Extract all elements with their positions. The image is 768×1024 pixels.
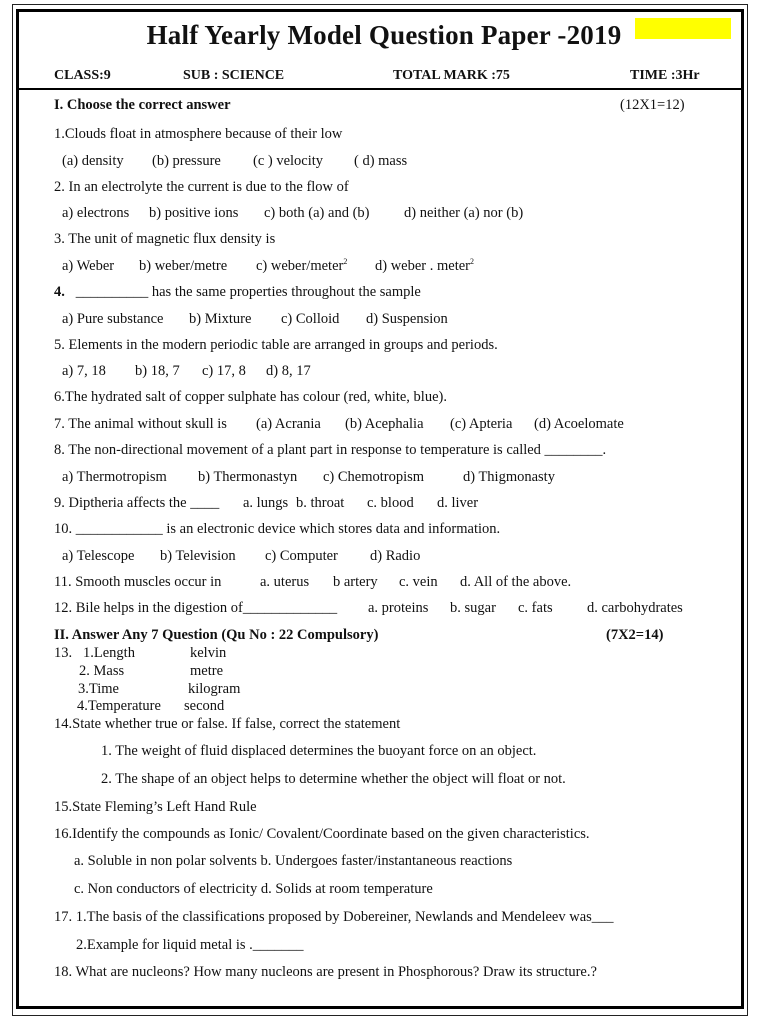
question-3: 3. The unit of magnetic flux density is	[54, 231, 276, 247]
option-a: a) Weber	[62, 258, 115, 274]
question-7: 7. The animal without skull is (a) Acrania (b) Acephalia (c) Apteria (d) Acoelomate	[54, 416, 624, 432]
option-d: (d) Acoelomate	[534, 416, 624, 432]
option-d: d. All of the above.	[460, 574, 572, 590]
section-2-heading: II. Answer Any 7 Question (Qu No : 22 Compulsory)	[54, 627, 379, 643]
option-a: a) Thermotropism	[62, 469, 167, 485]
option-d: d. liver	[437, 495, 479, 511]
option-a: a. lungs	[243, 495, 289, 511]
option-d: d) neither (a) nor (b)	[404, 205, 524, 221]
question-1: 1.Clouds float in atmosphere because of their low	[54, 126, 343, 142]
option-b: (b) Acephalia	[345, 416, 424, 432]
option-b: b. sugar	[450, 600, 496, 616]
option-c: c) Colloid	[281, 311, 340, 327]
section-1-heading: I. Choose the correct answer	[54, 97, 231, 113]
match-left-3: 3.Time	[78, 681, 119, 697]
option-c: c) 17, 8	[202, 363, 246, 379]
option-b: b) Television	[160, 548, 236, 564]
option-d: d) Thigmonasty	[463, 469, 555, 485]
option-b: b. throat	[296, 495, 345, 511]
option-c: (c) Apteria	[450, 416, 513, 432]
option-c: c) Chemotropism	[323, 469, 425, 485]
match-right-3: kilogram	[188, 681, 241, 697]
question-9: 9. Diptheria affects the ____ a. lungs b. throat c. blood d. liver	[54, 495, 479, 511]
class-label: CLASS:9	[54, 68, 111, 83]
header-divider	[18, 88, 742, 90]
match-right-1: kelvin	[190, 645, 227, 661]
option-c: c. blood	[367, 495, 414, 511]
option-d: d) weber . meter$^2$	[375, 257, 475, 274]
option-c: (c ) velocity	[253, 153, 324, 169]
question-17-line-1: 17. 1.The basis of the classifications proposed by Dobereiner, Newlands and Mendeleev was___	[54, 909, 614, 925]
option-b: b) Mixture	[189, 311, 252, 327]
options-2	[62, 205, 523, 222]
match-left-1: 1.Length	[83, 645, 135, 661]
question-13-number: 13.	[54, 645, 73, 661]
options-3	[62, 258, 474, 275]
option-a: a) 7, 18	[62, 363, 106, 379]
section-1-marks: (12X1=12)	[620, 97, 685, 113]
option-a: a) Pure substance	[62, 311, 164, 327]
question-15: 15.State Fleming’s Left Hand Rule	[54, 799, 257, 815]
highlight-mark	[635, 18, 731, 39]
option-a: a) Telescope	[62, 548, 135, 564]
subject-label: SUB : SCIENCE	[183, 68, 285, 83]
match-left-4: 4.Temperature	[77, 698, 161, 714]
option-d: d) Radio	[370, 548, 421, 564]
question-16: 16.Identify the compounds as Ionic/ Covalent/Coordinate based on the given characteristics.	[54, 826, 590, 842]
options-4	[62, 311, 448, 328]
options-10	[62, 548, 420, 565]
question-12: 12. Bile helps in the digestion of_____________ a. proteins b. sugar c. fats d. carbohydrates	[54, 600, 683, 616]
option-b: b artery	[333, 574, 378, 590]
options-8	[62, 469, 555, 486]
total-mark-label: TOTAL MARK :75	[393, 68, 510, 83]
question-17-line-2: 2.Example for liquid metal is ._______	[76, 937, 304, 953]
option-a: a. proteins	[368, 600, 429, 616]
option-a: a. uterus	[260, 574, 310, 590]
option-d: d. carbohydrates	[587, 600, 683, 616]
option-a: (a) density	[62, 153, 124, 169]
paper-title: Half Yearly Model Question Paper -2019	[146, 20, 622, 50]
option-d: ( d) mass	[354, 153, 408, 169]
question-14-statement-1: 1. The weight of fluid displaced determines the buoyant force on an object.	[101, 743, 537, 759]
option-d: d) 8, 17	[266, 363, 311, 379]
time-label: TIME :3Hr	[630, 68, 700, 83]
option-a: a) electrons	[62, 205, 130, 221]
question-4: 4. __________ has the same properties throughout the sample	[54, 284, 421, 300]
option-c: c) weber/meter$^2$	[256, 257, 348, 274]
question-14-statement-2: 2. The shape of an object helps to determine whether the object will float or not.	[101, 771, 566, 787]
option-b: b) 18, 7	[135, 363, 180, 379]
options-1	[62, 153, 407, 170]
option-b: (b) pressure	[152, 153, 221, 169]
question-2: 2. In an electrolyte the current is due to the flow of	[54, 179, 349, 195]
option-c: c) both (a) and (b)	[264, 205, 370, 221]
option-a: (a) Acrania	[256, 416, 321, 432]
option-b: b) positive ions	[149, 205, 239, 221]
option-b: b) Thermonastyn	[198, 469, 298, 485]
option-c: c. fats	[518, 600, 553, 616]
match-right-2: metre	[190, 663, 224, 679]
question-16-line-1: a. Soluble in non polar solvents b. Undergoes faster/instantaneous reactions	[74, 853, 513, 869]
option-c: c) Computer	[265, 548, 338, 564]
question-8: 8. The non-directional movement of a plant part in response to temperature is called ________.	[54, 442, 607, 458]
question-5: 5. Elements in the modern periodic table are arranged in groups and periods.	[54, 337, 498, 353]
option-d: d) Suspension	[366, 311, 448, 327]
options-5	[62, 363, 311, 380]
match-left-2: 2. Mass	[79, 663, 125, 679]
question-6: 6.The hydrated salt of copper sulphate has colour (red, white, blue).	[54, 389, 447, 405]
option-c: c. vein	[399, 574, 438, 590]
question-16-line-2: c. Non conductors of electricity d. Solids at room temperature	[74, 881, 433, 897]
question-10: 10. ____________ is an electronic device which stores data and information.	[54, 521, 501, 537]
question-18: 18. What are nucleons? How many nucleons are present in Phosphorous? Draw its structure.?	[54, 964, 597, 980]
question-11: 11. Smooth muscles occur in a. uterus b artery c. vein d. All of the above.	[54, 574, 572, 590]
section-2-marks: (7X2=14)	[606, 627, 664, 643]
question-14: 14.State whether true or false. If false, correct the statement	[54, 716, 401, 732]
option-b: b) weber/metre	[139, 258, 228, 274]
match-right-4: second	[184, 698, 225, 714]
